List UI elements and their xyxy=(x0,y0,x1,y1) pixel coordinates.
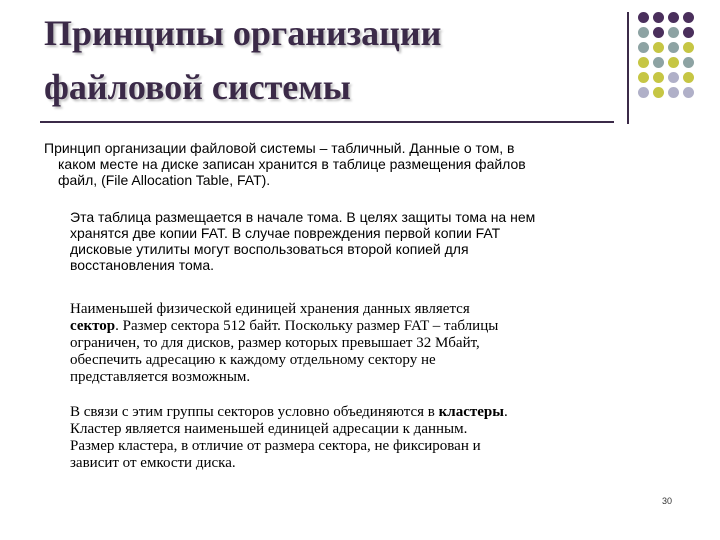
text-line xyxy=(70,404,508,421)
page-number: 30 xyxy=(662,496,673,506)
term-sector: сектор xyxy=(70,318,116,334)
decor-dot xyxy=(653,27,664,38)
decor-dot xyxy=(683,27,694,38)
decor-dot xyxy=(638,27,649,38)
slide-title-line-1: Принципы организации xyxy=(44,13,442,53)
text-line: ограничен, то для дисков, размер которых превышает 32 Мбайт, xyxy=(70,335,480,351)
decor-dot xyxy=(653,72,664,83)
text-line: зависит от емкости диска. xyxy=(70,455,236,471)
text-line: Принцип организации файловой системы – табличный. Данные о том, в xyxy=(44,140,515,156)
vertical-divider xyxy=(627,12,629,124)
paragraph-table-principle xyxy=(44,140,526,188)
text-line: файл, (File Allocation Table, FAT). xyxy=(58,172,271,188)
paragraph-cluster xyxy=(70,404,508,472)
decor-dot xyxy=(683,87,694,98)
decor-dot xyxy=(668,57,679,68)
decor-dot xyxy=(668,87,679,98)
text-fragment: В связи с этим группы секторов условно объединяются в xyxy=(70,404,439,420)
dot-grid-decoration xyxy=(638,12,710,98)
decor-dot xyxy=(683,42,694,53)
decor-dot xyxy=(683,12,694,23)
decor-dot xyxy=(638,12,649,23)
text-line: Размер кластера, в отличие от размера сектора, не фиксирован и xyxy=(70,438,481,454)
decor-dot xyxy=(638,87,649,98)
text-line: представляется возможным. xyxy=(70,369,251,385)
paragraph-sector xyxy=(70,301,498,386)
decor-dot xyxy=(668,27,679,38)
decor-dot xyxy=(638,42,649,53)
text-line: каком месте на диске записан хранится в таблице размещения файлов xyxy=(58,156,526,172)
paragraph-fat-copies xyxy=(70,209,535,273)
text-line: дисковые утилиты могут воспользоваться второй копией для xyxy=(70,241,469,257)
text-line xyxy=(70,318,498,335)
text-fragment: . xyxy=(503,404,508,420)
decor-dot xyxy=(653,42,664,53)
horizontal-divider xyxy=(40,121,614,123)
decor-dot xyxy=(638,57,649,68)
decor-dot xyxy=(683,57,694,68)
text-line: Кластер является наименьшей единицей адресации к данным. xyxy=(70,421,468,437)
decor-dot xyxy=(683,72,694,83)
text-line: восстановления тома. xyxy=(70,257,215,273)
decor-dot xyxy=(653,87,664,98)
text-line: Наименьшей физической единицей хранения данных является xyxy=(70,301,470,317)
decor-dot xyxy=(668,12,679,23)
text-line: обеспечить адресацию к каждому отдельному сектору не xyxy=(70,352,436,368)
decor-dot xyxy=(653,12,664,23)
text-line: Эта таблица размещается в начале тома. В целях защиты тома на нем xyxy=(70,209,536,225)
decor-dot xyxy=(668,72,679,83)
decor-dot xyxy=(638,72,649,83)
term-clusters: кластеры xyxy=(438,404,504,420)
slide-title-line-2: файловой системы xyxy=(44,67,351,107)
decor-dot xyxy=(653,57,664,68)
text-line: хранятся две копии FAT. В случае повреждения первой копии FAT xyxy=(70,225,501,241)
slide-title xyxy=(44,6,604,114)
text-fragment: . Размер сектора 512 байт. Поскольку размер FAT – таблицы xyxy=(115,318,499,334)
decor-dot xyxy=(668,42,679,53)
